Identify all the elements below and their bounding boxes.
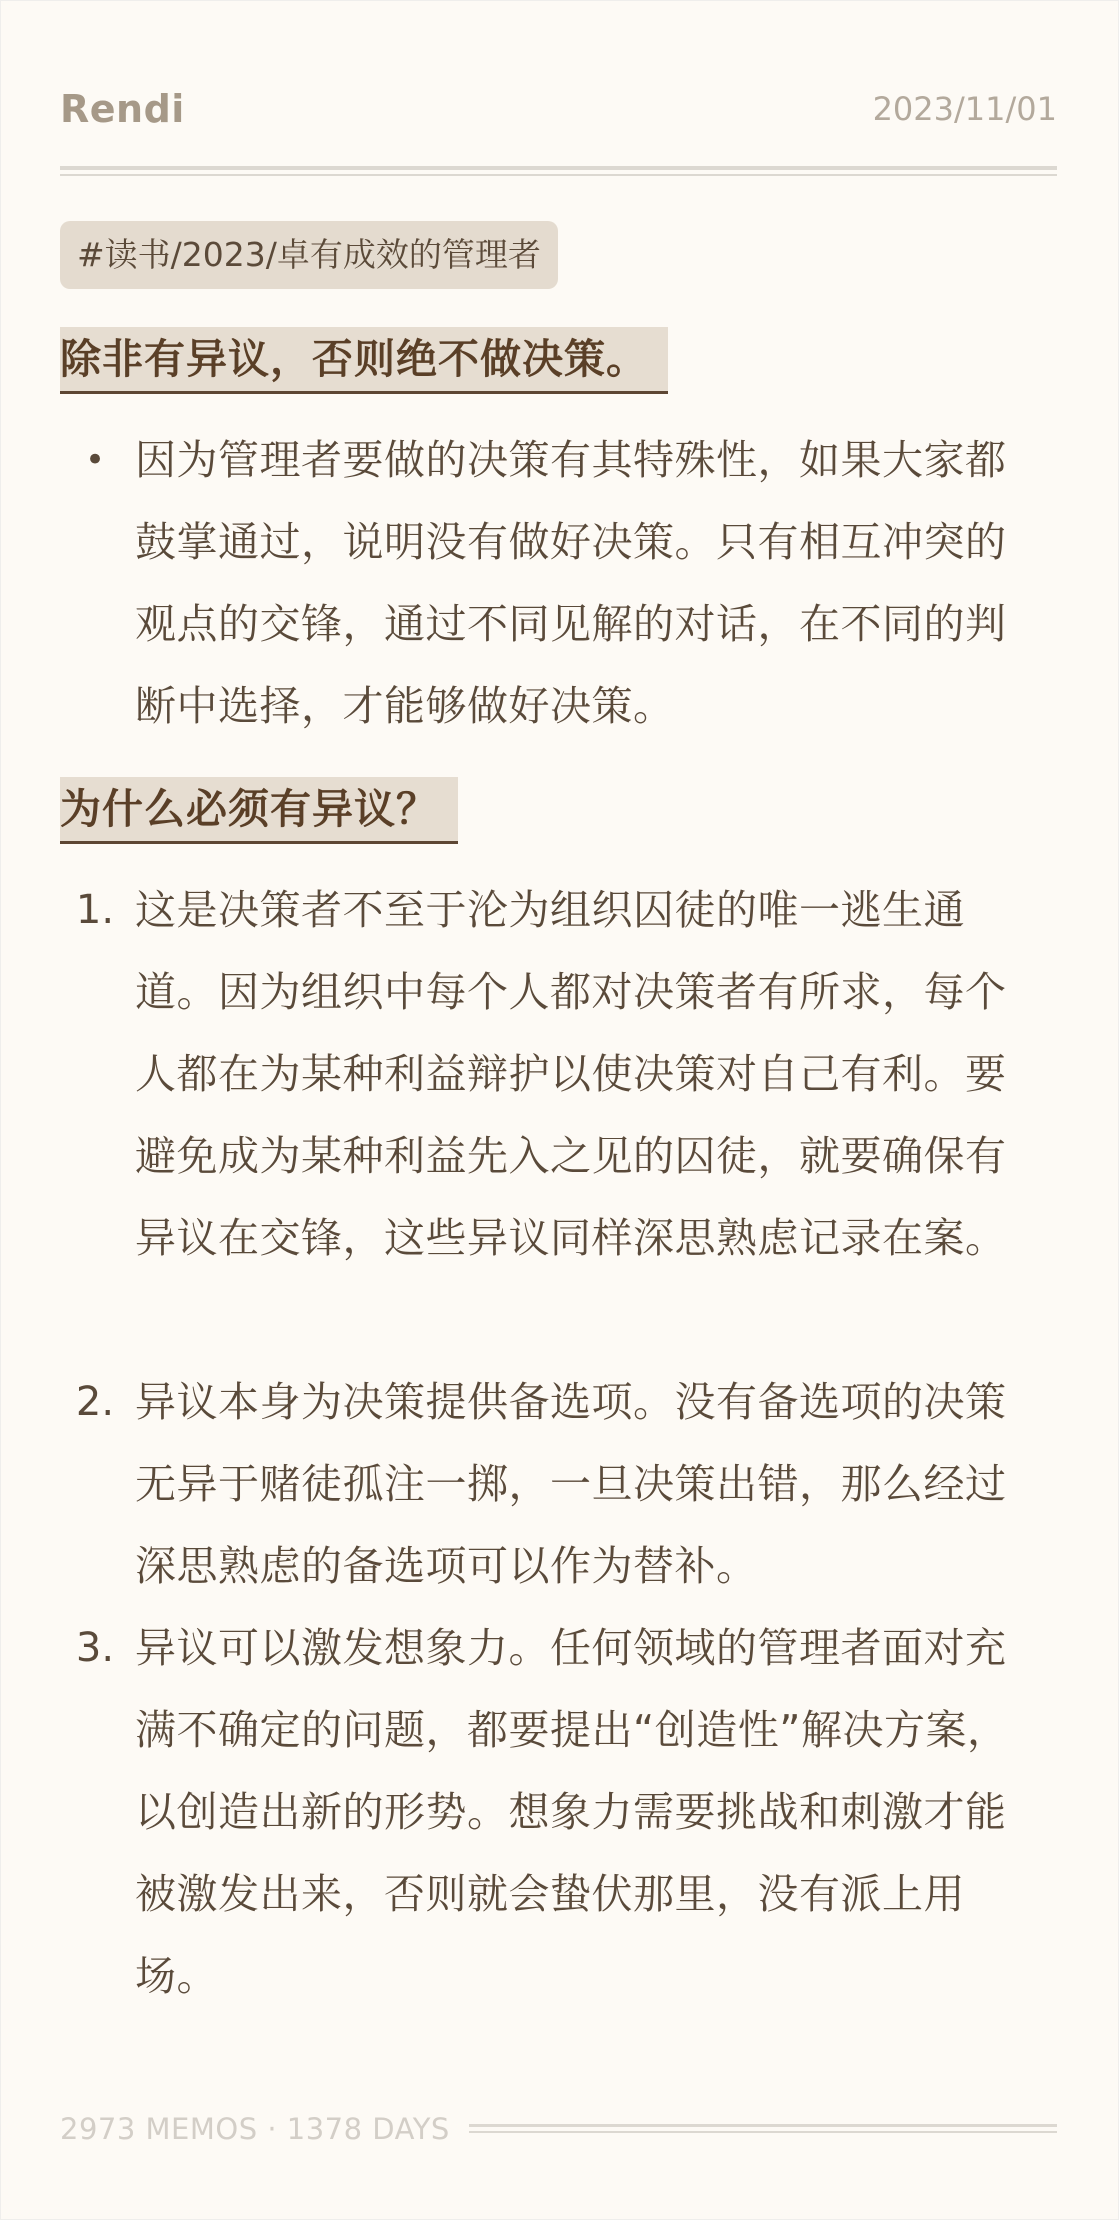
number-marker: 1. <box>75 887 115 933</box>
section-heading: 为什么必须有异议？ <box>60 777 458 844</box>
memo-stats: 2973 MEMOS · 1378 DAYS <box>60 2112 450 2146</box>
memo-footer <box>60 2107 1057 2151</box>
memo-date: 2023/11/01 <box>872 90 1057 128</box>
number-marker: 3. <box>75 1625 115 1671</box>
list-item-text: 异议可以激发想象力。任何领域的管理者面对充满不确定的问题，都要提出“创造性”解决方案，以创造出新的形势。想象力需要挑战和刺激才能被激发出来，否则就会蛰伏那里，没有派上用场。 <box>135 1624 1009 2000</box>
number-marker: 2. <box>75 1379 115 1425</box>
section-heading: 除非有异议，否则绝不做决策。 <box>60 327 668 394</box>
header-divider-thin <box>60 174 1057 176</box>
footer-divider-thin <box>469 2131 1057 2133</box>
memo-tag[interactable]: #读书/2023/卓有成效的管理者 <box>60 221 558 289</box>
memo-header <box>60 79 1057 139</box>
author-name: Rendi <box>60 87 185 131</box>
list-item-text: 这是决策者不至于沦为组织囚徒的唯一逃生通道。因为组织中每个人都对决策者有所求，每个人都在为某种利益辩护以使决策对自己有利。要避免成为某种利益先入之见的囚徒，就要确保有异议在交锋，这些异议同样深思熟虑记录在案。 <box>135 886 1007 1262</box>
list-item-text: 异议本身为决策提供备选项。没有备选项的决策无异于赌徒孤注一掷，一旦决策出错，那么经过深思熟虑的备选项可以作为替补。 <box>135 1378 1007 1590</box>
memo-card <box>1 1 1118 2219</box>
footer-divider <box>469 2124 1057 2127</box>
list-item-text: 因为管理者要做的决策有其特殊性，如果大家都鼓掌通过，说明没有做好决策。只有相互冲突的观点的交锋，通过不同见解的对话，在不同的判断中选择，才能够做好决策。 <box>135 436 1007 730</box>
bullet-marker: • <box>84 440 106 480</box>
header-divider <box>60 166 1057 170</box>
